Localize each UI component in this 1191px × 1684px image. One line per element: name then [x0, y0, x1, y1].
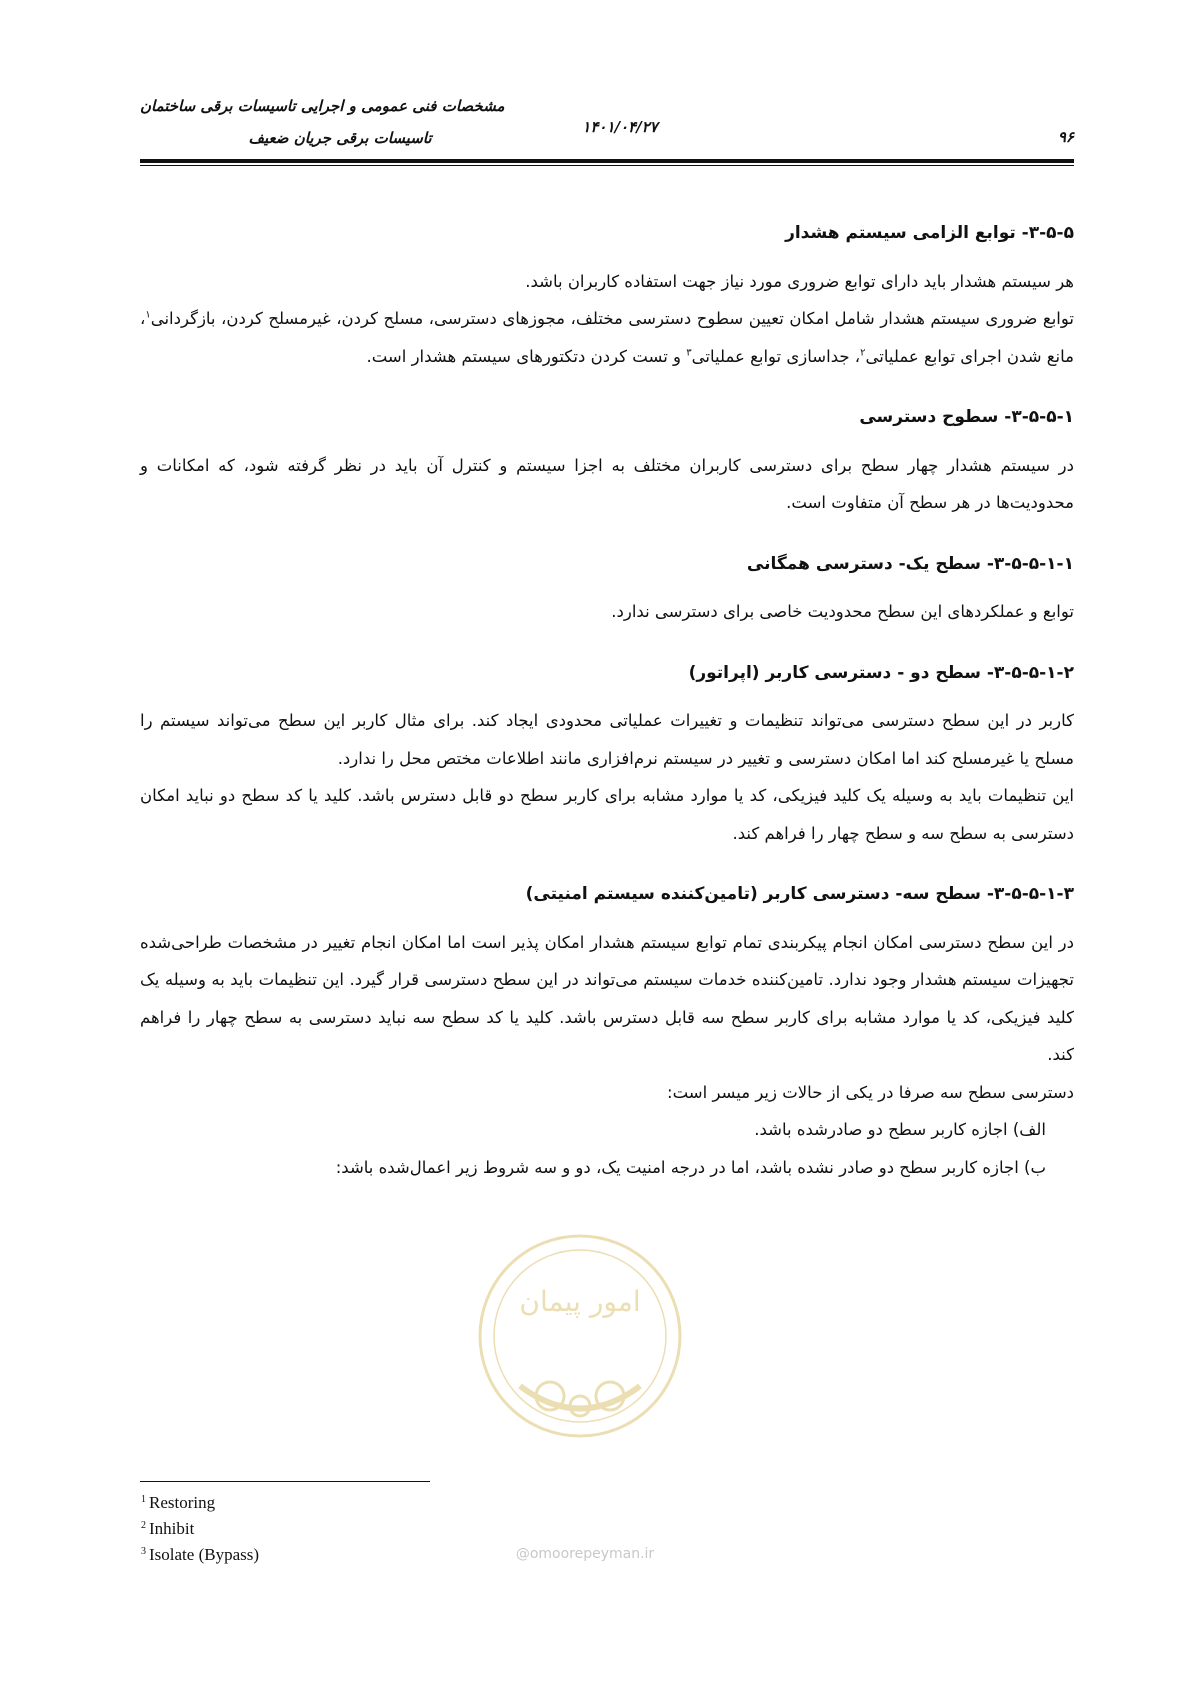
paragraph: دسترسی سطح سه صرفا در یکی از حالات زیر میسر است:	[667, 1082, 1074, 1102]
paragraph: هر سیستم هشدار باید دارای توابع ضروری مورد نیاز جهت استفاده کاربران باشد.	[525, 271, 1074, 291]
document-date: ۱۴۰۱/۰۴/۲۷	[582, 118, 658, 136]
svg-text:امور پیمان: امور پیمان	[519, 1285, 641, 1318]
footnote-ref[interactable]: ۱	[145, 309, 151, 321]
header-rule-thin	[140, 165, 1074, 166]
paragraph: توابع ضروری سیستم هشدار شامل امکان تعیین سطوح دسترسی مختلف، مجوزهای دسترسی، مسلح کردن، غیرمسلح کردن، بازگردانی$^۱$، مانع شدن اجرای توابع عملیاتی$^۲$، جداسازی توابع عملیاتی$^۳$ و تست کردن دتکتورهای سیستم هشدار است.	[140, 309, 1074, 366]
footnote-separator	[140, 1481, 430, 1482]
paragraph: این تنظیمات باید به وسیله یک کلید فیزیکی، کد یا موارد مشابه برای کاربر سطح دو قابل دسترس باشد. کلید یا کد سطح دو نباید امکان دسترسی به سطح سه و سطح چهار را فراهم کند.	[140, 786, 1074, 843]
page-number: ۹۶	[1057, 128, 1074, 146]
footnote-ref[interactable]: ۳	[686, 347, 692, 358]
header-rule-thick	[140, 159, 1074, 163]
footnotes	[141, 1488, 259, 1566]
footnote-ref[interactable]: ۲	[860, 347, 866, 358]
watermark-site: @omoorepeyman.ir	[515, 1546, 655, 1562]
paragraph: توابع و عملکردهای این سطح محدودیت خاصی برای دسترسی ندارد.	[611, 602, 1074, 621]
section-heading: ۳-۵-۵-۱-۳- سطح سه- دسترسی کاربر (تامین‌کننده سیستم امنیتی)	[525, 884, 1074, 904]
list-item: ب) اجازه کاربر سطح دو صادر نشده باشد، اما در درجه امنیت یک، دو و سه شروط زیر اعمال‌شده باشد:	[335, 1157, 1046, 1177]
page-body	[140, 205, 1074, 1186]
paragraph: در سیستم هشدار چهار سطح برای دسترسی کاربران مختلف به اجزا سیستم و کنترل آن باید در نظر گرفته شود، که امکانات و محدودیت‌ها در هر سطح آن متفاوت است.	[140, 455, 1074, 512]
list-item: الف) اجازه کاربر سطح دو صادرشده باشد.	[754, 1120, 1046, 1139]
footnote: $^1$ Restoring	[141, 1493, 216, 1512]
paragraph: در این سطح دسترسی امکان انجام پیکربندی تمام توابع سیستم هشدار امکان پذیر است اما امکان انجام تغییر در مشخصات طراحی‌شده تجهیزات سیستم هشدار وجود ندارد. تامین‌کننده خدمات سیستم می‌تواند در این سطح دسترسی قرار گیرد. این تنظیمات باید به وسیله یک کلید فیزیکی، کد یا موارد مشابه برای کاربر سطح سه قابل دسترس باشد. کلید یا کد سطح سه نباید دسترسی به سطح چهار را فراهم کند.	[140, 932, 1074, 1064]
section-heading: ۳-۵-۵- توابع الزامی سیستم هشدار	[785, 223, 1074, 243]
section-heading: ۳-۵-۵-۱-۲- سطح دو - دسترسی کاربر (اپراتور)	[688, 662, 1074, 683]
paragraph: کاربر در این سطح دسترسی می‌تواند تنظیمات و تغییرات عملیاتی محدودی ایجاد کند. برای مثال کاربر این سطح می‌تواند سیستم را مسلح یا غیرمسلح کند اما امکان دسترسی و تغییر در سیستم نرم‌افزاری مانند اطلاعات مختص محل را ندارد.	[140, 711, 1074, 768]
document-subtitle: تاسیسات برقی جریان ضعیف	[248, 129, 432, 147]
footnote: $^3$ Isolate (Bypass)	[141, 1545, 260, 1564]
watermark-logo-icon	[465, 1216, 695, 1476]
section-heading: ۳-۵-۵-۱-۱- سطح یک- دسترسی همگانی	[746, 553, 1074, 574]
document-title: مشخصات فنی عمومی و اجرایی تاسیسات برقی ساختمان	[140, 97, 505, 115]
footnote: $^2$ Inhibit	[141, 1519, 195, 1538]
section-heading: ۳-۵-۵-۱- سطوح دسترسی	[859, 407, 1074, 427]
